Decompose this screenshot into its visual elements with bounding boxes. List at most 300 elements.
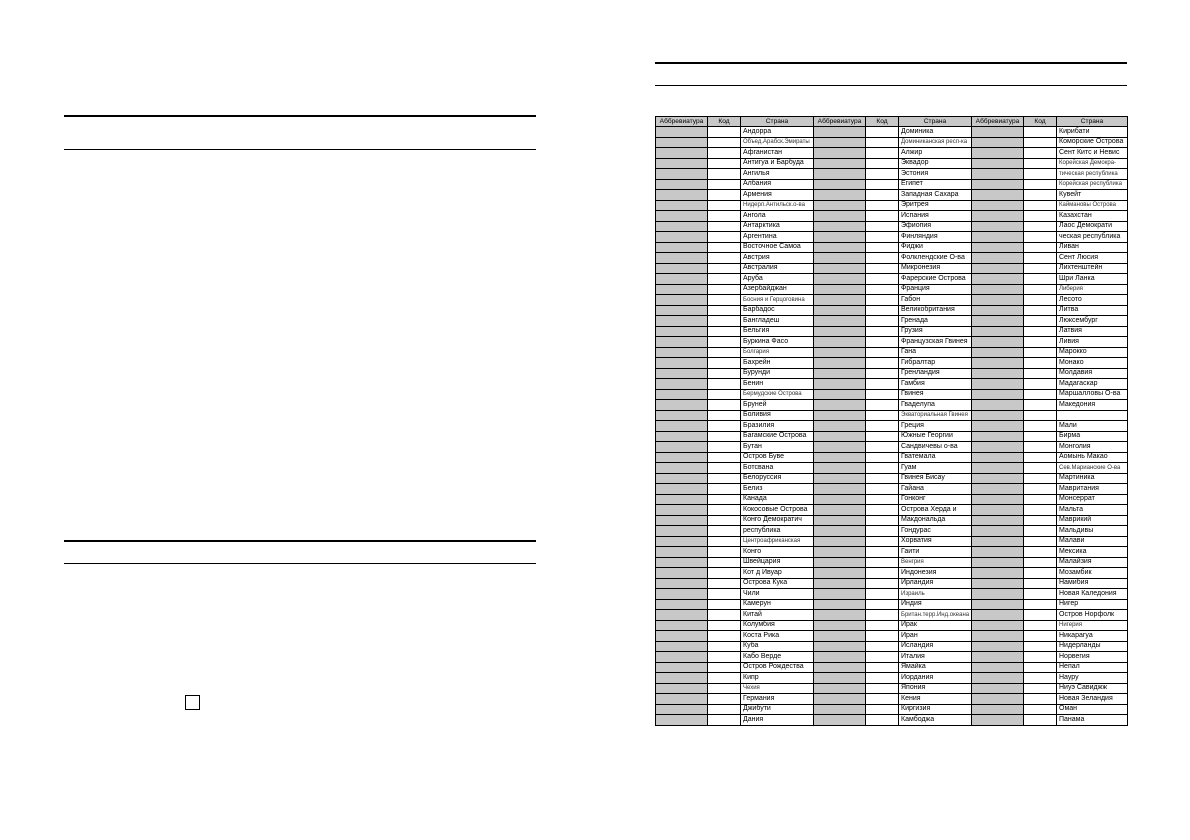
code-cell — [866, 694, 899, 705]
country-name-cell: Гваделупа — [899, 400, 972, 411]
abbreviation-cell — [656, 620, 708, 631]
country-name-cell: Камбоджа — [899, 715, 972, 726]
country-name-cell: Гондурас — [899, 526, 972, 537]
empty-checkbox[interactable] — [185, 695, 200, 710]
table-row — [656, 442, 1128, 453]
table-row — [656, 589, 1128, 600]
country-name-cell: Ирак — [899, 620, 972, 631]
country-name-cell: Мексика — [1057, 547, 1128, 558]
code-cell — [708, 631, 741, 642]
country-name-cell: Корейская республика — [1057, 179, 1128, 190]
country-name-cell: Кабо Верде — [741, 652, 814, 663]
country-name-cell: Бразилия — [741, 421, 814, 432]
code-cell — [866, 431, 899, 442]
abbreviation-cell — [972, 484, 1024, 495]
country-name-cell: Коморские Острова — [1057, 137, 1128, 148]
country-name-cell: Мозамбик — [1057, 568, 1128, 579]
column-header-country: Страна — [899, 117, 972, 127]
abbreviation-cell — [656, 389, 708, 400]
table-row — [656, 379, 1128, 390]
abbreviation-cell — [814, 494, 866, 505]
abbreviation-cell — [814, 127, 866, 138]
abbreviation-cell — [814, 263, 866, 274]
country-name-cell: Антигуа и Барбуда — [741, 158, 814, 169]
abbreviation-cell — [656, 536, 708, 547]
abbreviation-cell — [972, 715, 1024, 726]
country-name-cell: Шри Ланка — [1057, 274, 1128, 285]
abbreviation-cell — [972, 442, 1024, 453]
country-name-cell: Алжир — [899, 148, 972, 159]
code-cell — [866, 494, 899, 505]
abbreviation-cell — [656, 704, 708, 715]
country-name-cell: Мартиника — [1057, 473, 1128, 484]
abbreviation-cell — [972, 263, 1024, 274]
abbreviation-cell — [656, 295, 708, 306]
table-row — [656, 326, 1128, 337]
abbreviation-cell — [656, 326, 708, 337]
country-name-cell: Исландия — [899, 641, 972, 652]
abbreviation-cell — [814, 200, 866, 211]
table-row — [656, 673, 1128, 684]
country-name-cell: Бахрейн — [741, 358, 814, 369]
country-name-cell: Фиджи — [899, 242, 972, 253]
code-cell — [708, 673, 741, 684]
country-name-cell: Казахстан — [1057, 211, 1128, 222]
abbreviation-cell — [814, 505, 866, 516]
country-name-cell: Чили — [741, 589, 814, 600]
abbreviation-cell — [814, 221, 866, 232]
country-name-cell: Мали — [1057, 421, 1128, 432]
code-cell — [1024, 641, 1057, 652]
abbreviation-cell — [972, 137, 1024, 148]
abbreviation-cell — [972, 620, 1024, 631]
code-cell — [708, 137, 741, 148]
table-row — [656, 400, 1128, 411]
code-cell — [1024, 305, 1057, 316]
code-cell — [1024, 347, 1057, 358]
code-cell — [708, 431, 741, 442]
table-row — [656, 158, 1128, 169]
abbreviation-cell — [972, 673, 1024, 684]
abbreviation-cell — [814, 253, 866, 264]
abbreviation-cell — [814, 179, 866, 190]
country-name-cell: Дания — [741, 715, 814, 726]
abbreviation-cell — [972, 274, 1024, 285]
column-header-code: Код — [708, 117, 741, 127]
code-cell — [708, 505, 741, 516]
table-row — [656, 694, 1128, 705]
country-name-cell: Венгрия — [899, 557, 972, 568]
country-name-cell: Хорватия — [899, 536, 972, 547]
abbreviation-cell — [656, 158, 708, 169]
table-row — [656, 179, 1128, 190]
abbreviation-cell — [972, 610, 1024, 621]
table-row — [656, 127, 1128, 138]
country-name-cell: Великобритания — [899, 305, 972, 316]
country-name-cell: Лаос Демократи — [1057, 221, 1128, 232]
code-cell — [1024, 673, 1057, 684]
table-row — [656, 232, 1128, 243]
country-name-cell: Западная Сахара — [899, 190, 972, 201]
code-cell — [708, 484, 741, 495]
abbreviation-cell — [656, 221, 708, 232]
country-name-cell: Сандвичевы о-ва — [899, 442, 972, 453]
abbreviation-cell — [656, 263, 708, 274]
country-name-cell: Иордания — [899, 673, 972, 684]
abbreviation-cell — [972, 683, 1024, 694]
abbreviation-cell — [814, 715, 866, 726]
code-cell — [866, 620, 899, 631]
code-cell — [1024, 431, 1057, 442]
country-name-cell: Конго Демократич — [741, 515, 814, 526]
abbreviation-cell — [972, 169, 1024, 180]
abbreviation-cell — [814, 536, 866, 547]
country-name-cell: Италия — [899, 652, 972, 663]
table-row — [656, 337, 1128, 348]
country-name-cell: Мальдивы — [1057, 526, 1128, 537]
country-name-cell: Монголия — [1057, 442, 1128, 453]
code-cell — [1024, 137, 1057, 148]
table-row — [656, 463, 1128, 474]
abbreviation-cell — [814, 274, 866, 285]
code-cell — [708, 389, 741, 400]
code-cell — [866, 274, 899, 285]
abbreviation-cell — [814, 578, 866, 589]
country-name-cell: Британ.терр.Инд.океана — [899, 610, 972, 621]
country-name-cell: Сев.Марианские О-ва — [1057, 463, 1128, 474]
country-name-cell: Бангладеш — [741, 316, 814, 327]
code-cell — [708, 379, 741, 390]
code-cell — [708, 337, 741, 348]
country-name-cell: Канада — [741, 494, 814, 505]
country-name-cell: Маршалловы О-ва — [1057, 389, 1128, 400]
country-name-cell: Швейцария — [741, 557, 814, 568]
code-cell — [866, 169, 899, 180]
country-name-cell: Куба — [741, 641, 814, 652]
code-cell — [866, 589, 899, 600]
code-cell — [866, 662, 899, 673]
country-name-cell: Армения — [741, 190, 814, 201]
code-cell — [708, 547, 741, 558]
abbreviation-cell — [814, 326, 866, 337]
abbreviation-cell — [656, 515, 708, 526]
code-cell — [708, 494, 741, 505]
code-cell — [1024, 662, 1057, 673]
abbreviation-cell — [972, 368, 1024, 379]
column-header-abbreviation: Аббревиатура — [656, 117, 708, 127]
code-cell — [1024, 200, 1057, 211]
table-row — [656, 295, 1128, 306]
abbreviation-cell — [656, 547, 708, 558]
abbreviation-cell — [814, 442, 866, 453]
code-cell — [1024, 368, 1057, 379]
country-name-cell: Нигер — [1057, 599, 1128, 610]
code-cell — [866, 127, 899, 138]
abbreviation-cell — [656, 505, 708, 516]
abbreviation-cell — [656, 421, 708, 432]
code-cell — [1024, 421, 1057, 432]
code-cell — [1024, 536, 1057, 547]
table-row — [656, 473, 1128, 484]
table-row — [656, 547, 1128, 558]
abbreviation-cell — [656, 494, 708, 505]
abbreviation-cell — [656, 568, 708, 579]
code-cell — [1024, 526, 1057, 537]
code-cell — [1024, 631, 1057, 642]
abbreviation-cell — [972, 557, 1024, 568]
abbreviation-cell — [656, 641, 708, 652]
country-name-cell: Бенин — [741, 379, 814, 390]
country-name-cell: Германия — [741, 694, 814, 705]
code-cell — [866, 683, 899, 694]
country-name-cell: Джибути — [741, 704, 814, 715]
country-name-cell: Молдавия — [1057, 368, 1128, 379]
abbreviation-cell — [814, 431, 866, 442]
table-row — [656, 599, 1128, 610]
country-name-cell: Нигерия — [1057, 620, 1128, 631]
table-row — [656, 704, 1128, 715]
code-cell — [866, 599, 899, 610]
code-cell — [708, 568, 741, 579]
abbreviation-cell — [656, 463, 708, 474]
abbreviation-cell — [972, 305, 1024, 316]
abbreviation-cell — [972, 316, 1024, 327]
abbreviation-cell — [656, 715, 708, 726]
column-header-abbreviation: Аббревиатура — [972, 117, 1024, 127]
country-name-cell: Бельгия — [741, 326, 814, 337]
code-cell — [1024, 652, 1057, 663]
right-page-header-rule — [655, 85, 1127, 86]
table-row — [656, 305, 1128, 316]
abbreviation-cell — [972, 127, 1024, 138]
country-name-cell: Албания — [741, 179, 814, 190]
code-cell — [708, 410, 741, 421]
code-cell — [1024, 358, 1057, 369]
abbreviation-cell — [814, 515, 866, 526]
abbreviation-cell — [972, 400, 1024, 411]
code-cell — [708, 473, 741, 484]
country-name-cell: Багамские Острова — [741, 431, 814, 442]
abbreviation-cell — [972, 242, 1024, 253]
abbreviation-cell — [814, 232, 866, 243]
country-name-cell: Лесото — [1057, 295, 1128, 306]
country-name-cell: тическая республика — [1057, 169, 1128, 180]
table-row — [656, 631, 1128, 642]
table-row — [656, 505, 1128, 516]
code-cell — [1024, 284, 1057, 295]
code-cell — [708, 274, 741, 285]
code-cell — [708, 179, 741, 190]
country-name-cell: Испания — [899, 211, 972, 222]
abbreviation-cell — [656, 578, 708, 589]
country-name-cell: Иран — [899, 631, 972, 642]
country-name-cell: Ямайка — [899, 662, 972, 673]
abbreviation-cell — [972, 473, 1024, 484]
country-name-cell: Барбадос — [741, 305, 814, 316]
code-cell — [708, 190, 741, 201]
country-name-cell: Люксембург — [1057, 316, 1128, 327]
code-cell — [866, 704, 899, 715]
abbreviation-cell — [656, 253, 708, 264]
code-cell — [1024, 568, 1057, 579]
code-cell — [1024, 242, 1057, 253]
abbreviation-cell — [656, 631, 708, 642]
abbreviation-cell — [972, 536, 1024, 547]
abbreviation-cell — [972, 232, 1024, 243]
country-name-cell: Мальта — [1057, 505, 1128, 516]
abbreviation-cell — [656, 190, 708, 201]
abbreviation-cell — [972, 452, 1024, 463]
abbreviation-cell — [814, 400, 866, 411]
country-name-cell: Чехия — [741, 683, 814, 694]
code-cell — [866, 379, 899, 390]
country-name-cell: Аргентина — [741, 232, 814, 243]
abbreviation-cell — [972, 431, 1024, 442]
abbreviation-cell — [814, 368, 866, 379]
code-cell — [1024, 253, 1057, 264]
abbreviation-cell — [972, 179, 1024, 190]
code-cell — [1024, 400, 1057, 411]
country-name-cell: Гренландия — [899, 368, 972, 379]
table-row — [656, 620, 1128, 631]
code-cell — [866, 389, 899, 400]
code-cell — [866, 284, 899, 295]
abbreviation-cell — [814, 484, 866, 495]
country-name-cell: Афганистан — [741, 148, 814, 159]
country-name-cell: Доминиканская респ-ка — [899, 137, 972, 148]
code-cell — [708, 158, 741, 169]
country-name-cell: Доминика — [899, 127, 972, 138]
country-name-cell: Гибралтар — [899, 358, 972, 369]
code-cell — [708, 704, 741, 715]
abbreviation-cell — [814, 421, 866, 432]
code-cell — [866, 452, 899, 463]
table-row — [656, 190, 1128, 201]
country-name-cell: Остров Рождества — [741, 662, 814, 673]
country-name-cell: Латвия — [1057, 326, 1128, 337]
code-cell — [708, 421, 741, 432]
country-name-cell: ческая республика — [1057, 232, 1128, 243]
abbreviation-cell — [656, 683, 708, 694]
abbreviation-cell — [972, 578, 1024, 589]
code-cell — [1024, 379, 1057, 390]
code-cell — [1024, 515, 1057, 526]
country-name-cell: Буркина Фасо — [741, 337, 814, 348]
country-name-cell: Эритрея — [899, 200, 972, 211]
abbreviation-cell — [814, 589, 866, 600]
abbreviation-cell — [656, 127, 708, 138]
abbreviation-cell — [814, 694, 866, 705]
abbreviation-cell — [656, 694, 708, 705]
abbreviation-cell — [972, 547, 1024, 558]
country-name-cell: Аруба — [741, 274, 814, 285]
abbreviation-cell — [814, 683, 866, 694]
country-name-cell: Андорра — [741, 127, 814, 138]
code-cell — [866, 337, 899, 348]
country-name-cell: Никарагуа — [1057, 631, 1128, 642]
code-cell — [866, 410, 899, 421]
code-cell — [1024, 494, 1057, 505]
country-name-cell: Болгария — [741, 347, 814, 358]
code-cell — [1024, 589, 1057, 600]
abbreviation-cell — [814, 305, 866, 316]
abbreviation-cell — [972, 631, 1024, 642]
country-name-cell: Ниуэ Савиджж — [1057, 683, 1128, 694]
table-row — [656, 169, 1128, 180]
country-name-cell: Кокосовые Острова — [741, 505, 814, 516]
country-name-cell: Ливан — [1057, 242, 1128, 253]
country-name-cell: Мавритания — [1057, 484, 1128, 495]
country-name-cell: Панама — [1057, 715, 1128, 726]
code-cell — [708, 253, 741, 264]
table-row — [656, 368, 1128, 379]
abbreviation-cell — [972, 641, 1024, 652]
country-name-cell: Ливия — [1057, 337, 1128, 348]
country-name-cell: Гватемала — [899, 452, 972, 463]
code-cell — [708, 526, 741, 537]
code-cell — [1024, 578, 1057, 589]
country-name-cell: Израиль — [899, 589, 972, 600]
country-name-cell: Остров Норфолк — [1057, 610, 1128, 621]
code-cell — [866, 515, 899, 526]
country-name-cell: Сент Китс и Невис — [1057, 148, 1128, 159]
table-body — [656, 127, 1128, 726]
country-name-cell: Лихтенштейн — [1057, 263, 1128, 274]
code-cell — [1024, 326, 1057, 337]
abbreviation-cell — [656, 379, 708, 390]
abbreviation-cell — [972, 589, 1024, 600]
abbreviation-cell — [656, 337, 708, 348]
code-cell — [866, 211, 899, 222]
code-cell — [866, 631, 899, 642]
abbreviation-cell — [814, 631, 866, 642]
abbreviation-cell — [656, 557, 708, 568]
code-cell — [708, 127, 741, 138]
abbreviation-cell — [972, 568, 1024, 579]
abbreviation-cell — [814, 137, 866, 148]
code-cell — [1024, 148, 1057, 159]
country-name-cell — [1057, 410, 1128, 421]
code-cell — [866, 673, 899, 684]
abbreviation-cell — [814, 610, 866, 621]
table-row — [656, 221, 1128, 232]
code-cell — [1024, 190, 1057, 201]
country-name-cell: Колумбия — [741, 620, 814, 631]
abbreviation-cell — [972, 421, 1024, 432]
country-name-cell: Китай — [741, 610, 814, 621]
code-cell — [866, 295, 899, 306]
table-row — [656, 421, 1128, 432]
abbreviation-cell — [972, 389, 1024, 400]
country-name-cell: Австрия — [741, 253, 814, 264]
table-row — [656, 431, 1128, 442]
abbreviation-cell — [656, 169, 708, 180]
abbreviation-cell — [656, 431, 708, 442]
code-cell — [708, 358, 741, 369]
abbreviation-cell — [972, 704, 1024, 715]
abbreviation-cell — [814, 190, 866, 201]
table-row — [656, 494, 1128, 505]
code-cell — [866, 232, 899, 243]
country-name-cell: Ботсвана — [741, 463, 814, 474]
abbreviation-cell — [814, 526, 866, 537]
abbreviation-cell — [972, 148, 1024, 159]
country-name-cell: Экваториальная Гвинея — [899, 410, 972, 421]
abbreviation-cell — [656, 137, 708, 148]
country-name-cell: Новая Зеландия — [1057, 694, 1128, 705]
country-name-cell: Гамбия — [899, 379, 972, 390]
country-name-cell: Бурунди — [741, 368, 814, 379]
